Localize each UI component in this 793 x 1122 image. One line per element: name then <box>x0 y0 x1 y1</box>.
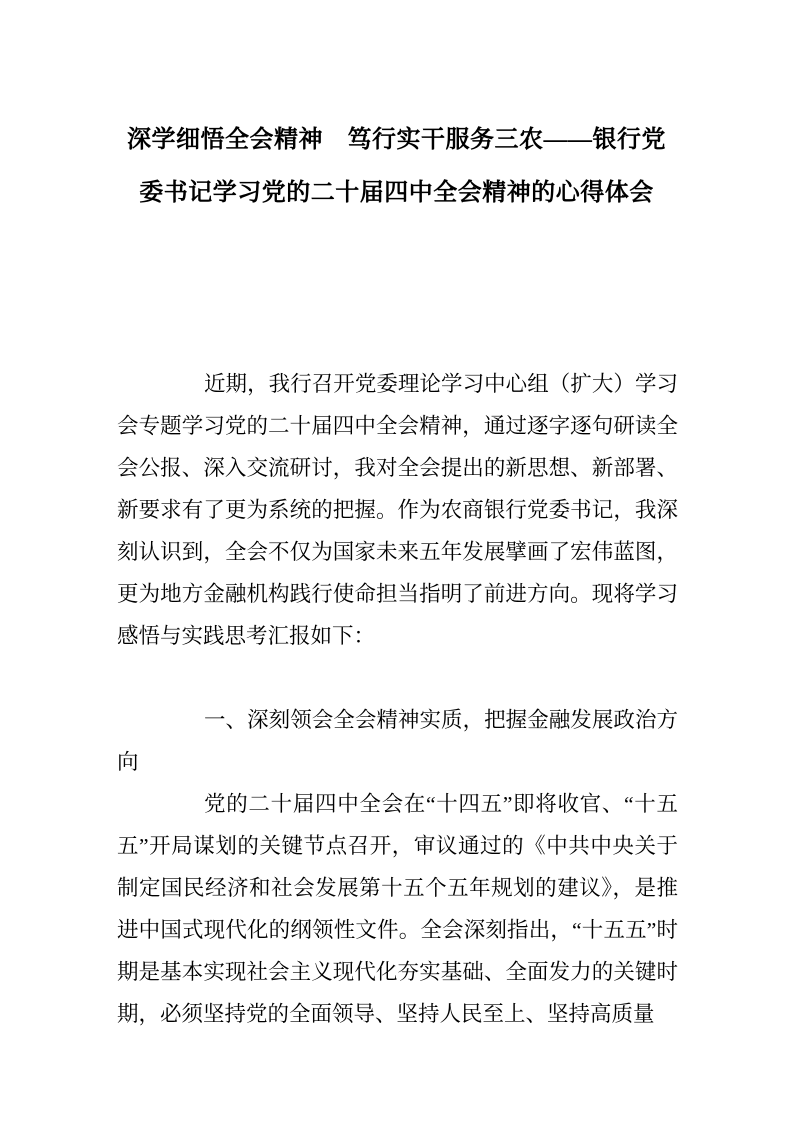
document-title-line-1: 深学细悟全会精神 笃行实干服务三农——银行党 <box>127 127 666 153</box>
section-heading-1: 一、深刻领会全会精神实质，把握金融发展政治方向 <box>117 708 678 774</box>
blank-line <box>117 657 678 699</box>
document-title <box>0 114 793 220</box>
paragraph-intro: 近期，我行召开党委理论学习中心组（扩大）学习会专题学习党的二十届四中全会精神，通过逐字逐句研读全会公报、深入交流研讨，我对全会提出的新思想、新部署、新要求有了更为系统的把握。作为农商银行党委书记，我深刻认识到，全会不仅为国家未来五年发展擘画了宏伟蓝图，更为地方金融机构践行使命担当指明了前进方向。现将学习感悟与实践思考汇报如下： <box>117 372 678 648</box>
document-title-line-2: 委书记学习党的二十届四中全会精神的心得体会 <box>139 180 654 206</box>
document-body <box>117 363 678 1035</box>
paragraph-section-1: 党的二十届四中全会在“十四五”即将收官、“十五五”开局谋划的关键节点召开，审议通过的《中共中央关于制定国民经济和社会发展第十五个五年规划的建议》，是推进中国式现代化的纲领性文件。全会深刻指出，“十五五”时期是基本实现社会主义现代化夯实基础、全面发力的关键时期，必须坚持党的全面领导、坚持人民至上、坚持高质量 <box>117 792 678 1026</box>
